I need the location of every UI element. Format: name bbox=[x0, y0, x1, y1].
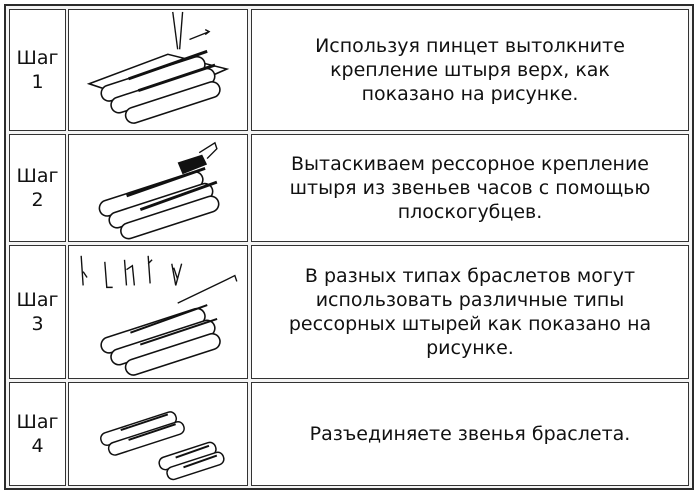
step-illustration-cell bbox=[68, 245, 248, 379]
instruction-table bbox=[4, 4, 694, 490]
step-label-cell bbox=[9, 245, 66, 379]
step-number: 2 bbox=[31, 189, 44, 211]
step-row-3 bbox=[9, 245, 689, 379]
step-description: В разных типах браслетов могут использовать различные типы рессорных штырей как показано на рисунке. bbox=[288, 265, 652, 359]
step-number: 1 bbox=[31, 71, 44, 93]
step-label-cell bbox=[9, 382, 66, 486]
bracelet-pliers-illustration bbox=[69, 135, 247, 241]
step-description-cell bbox=[251, 382, 689, 486]
step-label: Шаг bbox=[16, 47, 59, 69]
bracelet-tweezers-illustration bbox=[69, 10, 247, 130]
step-description-cell bbox=[251, 134, 689, 242]
step-label-cell bbox=[9, 9, 66, 131]
spring-bar-types-illustration bbox=[69, 246, 247, 378]
step-description: Используя пинцет вытолкните крепление штыря верх, как показано на рисунке. bbox=[315, 35, 625, 105]
step-row-2 bbox=[9, 134, 689, 242]
step-illustration-cell bbox=[68, 134, 248, 242]
step-illustration-cell bbox=[68, 382, 248, 486]
step-description-cell bbox=[251, 9, 689, 131]
step-row-4 bbox=[9, 382, 689, 486]
step-description: Вытаскиваем рессорное крепление штыря из звеньев часов с помощью плоскогубцев. bbox=[289, 153, 651, 223]
step-illustration-cell bbox=[68, 9, 248, 131]
step-number: 4 bbox=[31, 435, 44, 457]
step-label: Шаг bbox=[16, 289, 59, 311]
separated-links-illustration bbox=[69, 383, 247, 485]
step-label: Шаг bbox=[16, 165, 59, 187]
step-description-cell bbox=[251, 245, 689, 379]
step-label-cell bbox=[9, 134, 66, 242]
step-row-1 bbox=[9, 9, 689, 131]
step-number: 3 bbox=[31, 313, 44, 335]
step-label: Шаг bbox=[16, 411, 59, 433]
step-description: Разъединяете звенья браслета. bbox=[309, 423, 631, 445]
